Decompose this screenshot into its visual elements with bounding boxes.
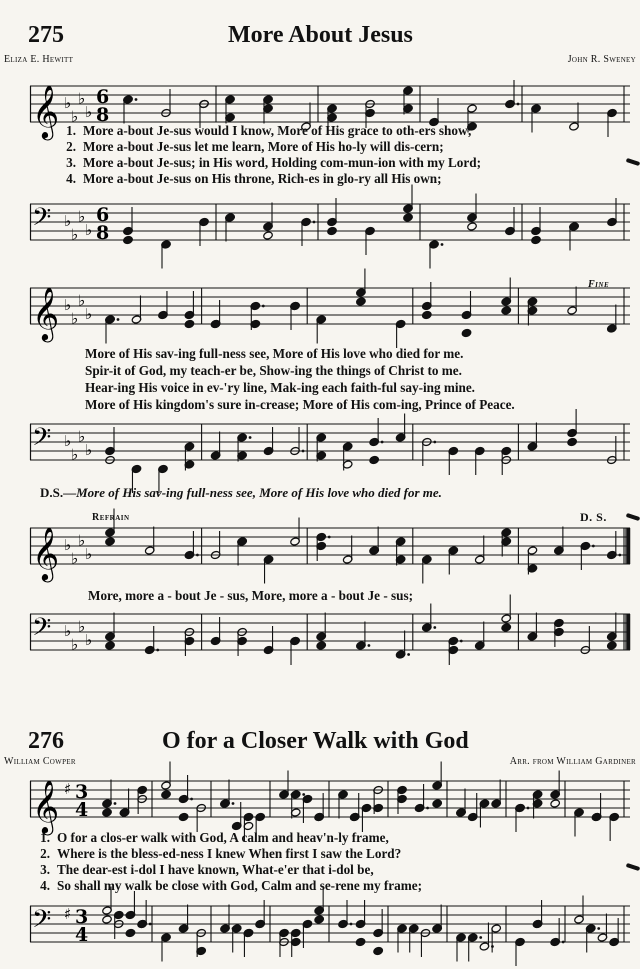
flat-icon: ♭	[85, 305, 93, 323]
flat-icon: ♭	[64, 296, 72, 314]
verse-line: More of His kingdom's sure in-crease; More of His com-ing, Prince of Peace.	[85, 397, 515, 412]
verse-text: More a-bout Je-sus would I know, More of His grace to oth-ers show;	[83, 123, 472, 138]
flat-icon: ♭	[78, 291, 86, 310]
time-signature-numerator: 6	[96, 86, 110, 108]
flat-icon: ♭	[85, 103, 93, 121]
note-head	[550, 799, 561, 808]
verse-number: 4.	[66, 171, 76, 186]
bass-staff-4	[30, 900, 630, 962]
flat-icon: ♭	[78, 531, 86, 550]
verse-line	[56, 171, 640, 187]
note-head	[123, 235, 134, 244]
note-head	[102, 915, 113, 924]
hymn-title-275: More About Jesus	[228, 22, 413, 48]
time-signature-denominator: 8	[96, 222, 110, 244]
verse-number: 4.	[40, 878, 50, 893]
verse-number: 1.	[66, 123, 76, 138]
verse-number: 2.	[40, 846, 50, 861]
note-head	[184, 319, 195, 328]
flat-icon: ♭	[71, 225, 79, 244]
verse-line: Hear-ing His voice in ev-'ry line, Mak-ing each faith-ful say-ing mine.	[85, 380, 475, 395]
treble-staff-3	[30, 522, 630, 578]
verse-line	[56, 155, 640, 171]
hymn-composer-275: John R. Sweney	[567, 54, 636, 65]
verse-line	[56, 139, 640, 155]
flat-icon: ♭	[64, 94, 72, 112]
sharp-icon: ♯	[64, 780, 72, 798]
page-edge-mark	[626, 513, 640, 521]
flat-icon: ♭	[78, 207, 86, 226]
verse-line	[56, 123, 640, 139]
note-head	[422, 310, 433, 319]
note-head	[102, 808, 113, 817]
verse-text: Where is the bless-ed-ness I knew When first I saw the Lord?	[57, 846, 402, 861]
treble-clef-icon: 𝄞	[32, 526, 60, 580]
note-head	[263, 231, 274, 240]
note-head	[501, 623, 512, 632]
flat-icon: ♭	[78, 427, 86, 446]
hymn-composer-276: Arr. from William Gardiner	[509, 756, 636, 767]
bass-staff-1	[30, 198, 630, 260]
bass-clef-icon: 𝄢	[32, 423, 52, 458]
flat-icon: ♭	[64, 212, 72, 230]
flat-icon: ♭	[85, 545, 93, 563]
flat-icon: ♭	[78, 617, 86, 636]
verse-line: More of His sav-ing full-ness see, More of His love who died for me.	[85, 346, 464, 361]
note-head	[105, 537, 116, 546]
note-head	[403, 213, 414, 222]
note-head	[125, 928, 136, 937]
verse-text: More a-bout Je-sus; in His word, Holding com-mun-ion with my Lord;	[83, 155, 481, 170]
time-signature-denominator: 4	[75, 924, 89, 946]
ds-mark: D. S.	[580, 510, 607, 524]
bass-staff-3	[30, 608, 630, 670]
bass-clef-icon: 𝄢	[32, 203, 52, 238]
time-signature-numerator: 3	[75, 906, 89, 928]
flat-icon: ♭	[85, 631, 93, 649]
flat-icon: ♭	[78, 89, 86, 108]
verse-number: 3.	[40, 862, 50, 877]
note-head	[432, 799, 443, 808]
treble-clef-icon: 𝄞	[32, 286, 60, 340]
note-head	[461, 328, 472, 337]
treble-staff-2	[30, 282, 630, 338]
sharp-icon: ♯	[64, 905, 72, 923]
verse-number: 2.	[66, 139, 76, 154]
flat-icon: ♭	[71, 445, 79, 464]
flat-icon: ♭	[71, 309, 79, 328]
verse-line: Spir-it of God, my teach-er be, Show-ing the things of Christ to me.	[85, 363, 462, 378]
verse-line	[30, 862, 640, 878]
note-head	[314, 915, 325, 924]
flat-icon: ♭	[71, 107, 79, 126]
note-head	[327, 226, 338, 235]
note-head	[467, 222, 478, 231]
fine-label: Fine	[588, 279, 610, 290]
verse-text: So shall my walk be close with God, Calm and se-rene my frame;	[57, 878, 422, 893]
note-head	[501, 306, 512, 315]
flat-icon: ♭	[85, 441, 93, 459]
note-head	[356, 297, 367, 306]
verse-line	[30, 878, 640, 894]
hymn-title-276: O for a Closer Walk with God	[162, 728, 469, 754]
verse-text: More a-bout Je-sus let me learn, More of His ho-ly will dis-cern;	[83, 139, 444, 154]
time-signature-denominator: 8	[96, 104, 110, 126]
time-signature-numerator: 3	[75, 781, 89, 803]
ds-line	[40, 485, 442, 501]
hymn-author-276: William Cowper	[4, 756, 76, 767]
note-head	[373, 946, 384, 955]
flat-icon: ♭	[64, 622, 72, 640]
verse-text: O for a clos-er walk with God, A calm and heav'n-ly frame,	[57, 830, 389, 845]
flat-icon: ♭	[71, 549, 79, 568]
note-head	[355, 937, 366, 946]
note-head	[607, 641, 618, 650]
note-head	[178, 812, 189, 821]
verse-text: More a-bout Je-sus on His throne, Rich-es in glo-ry all His own;	[83, 171, 442, 186]
time-signature-numerator: 6	[96, 204, 110, 226]
treble-staff-4	[30, 775, 630, 831]
verse-number: 1.	[40, 830, 50, 845]
note-head	[567, 437, 578, 446]
flat-icon: ♭	[64, 432, 72, 450]
refrain-lyric: More, more a - bout Je - sus, More, more a - bout Je - sus;	[88, 588, 413, 603]
note-head	[105, 641, 116, 650]
verse-line	[30, 830, 640, 846]
verse-line	[30, 846, 640, 862]
ds-prefix: D.S.—	[40, 485, 77, 500]
treble-clef-icon: 𝄞	[32, 84, 60, 138]
flat-icon: ♭	[85, 221, 93, 239]
hymn-number-276: 276	[28, 728, 64, 754]
note-head	[316, 641, 327, 650]
note-head	[161, 790, 172, 799]
flat-icon: ♭	[64, 536, 72, 554]
time-signature-denominator: 4	[75, 799, 89, 821]
note-head	[369, 455, 380, 464]
ds-text: More of His sav-ing full-ness see, More of His love who died for me.	[76, 485, 442, 500]
refrain-label: Refrain	[92, 512, 130, 523]
verse-text: The dear-est i-dol I have known, What-e'er that i-dol be,	[57, 862, 374, 877]
hymn-author-275: Eliza E. Hewitt	[4, 54, 74, 65]
bass-clef-icon: 𝄢	[32, 613, 52, 648]
hymn-number-275: 275	[28, 22, 64, 48]
flat-icon: ♭	[71, 635, 79, 654]
note-head	[531, 235, 542, 244]
bass-clef-icon: 𝄢	[32, 905, 52, 940]
verse-number: 3.	[66, 155, 76, 170]
bass-staff-2	[30, 418, 630, 480]
treble-clef-icon: 𝄞	[32, 779, 60, 833]
